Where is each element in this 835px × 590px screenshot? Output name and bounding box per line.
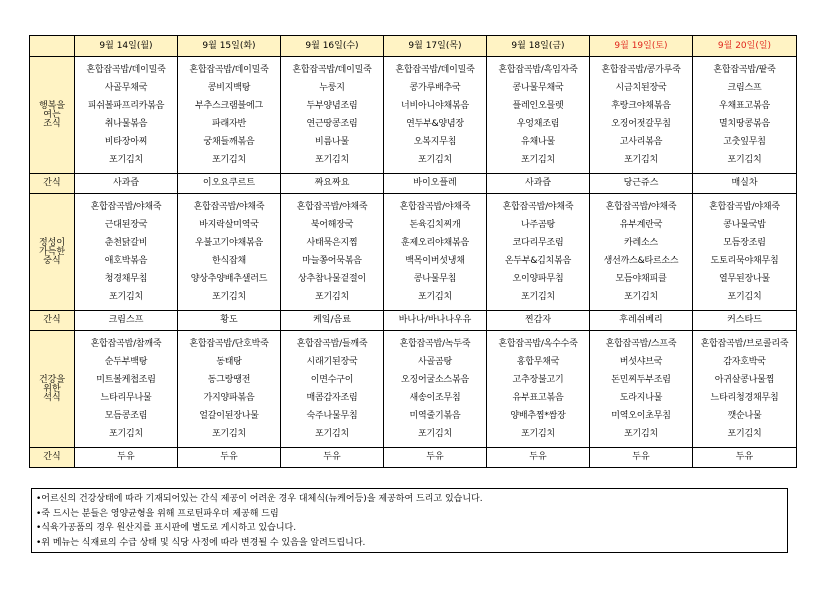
- dish-list: [384, 61, 486, 169]
- snack-cell: 두유: [178, 448, 281, 468]
- dish-item: 미역오이초무침: [611, 411, 671, 421]
- dish-item: 북어해장국: [310, 220, 354, 230]
- header-row: [30, 36, 797, 57]
- dish-item: 이면수구이: [310, 375, 354, 385]
- dish-list: [75, 335, 177, 443]
- dish-item: 온두부&김치볶음: [504, 256, 572, 266]
- day-header: 9월 15일(화): [178, 36, 281, 57]
- dish-item: 상추참나물겉절이: [298, 274, 366, 284]
- dish-list: [590, 335, 692, 443]
- dish-item: 혼합잡곡밥/데이밀죽: [292, 65, 372, 75]
- dish-item: 고추장불고기: [512, 375, 564, 385]
- dish-item: 포기김치: [315, 429, 349, 439]
- dish-list: [487, 61, 589, 169]
- dish-item: 청경채무침: [104, 274, 148, 284]
- dish-item: 피쉬볼파프리카볶음: [87, 101, 165, 111]
- dish-item: 누룽지: [319, 83, 345, 93]
- dish-item: 오징어젓갈무침: [611, 119, 671, 129]
- dish-item: 감자호박국: [723, 357, 766, 367]
- dish-item: 혼합잡곡밥/참깨죽: [90, 339, 162, 349]
- dish-item: 포기김치: [109, 292, 143, 302]
- dish-item: 혼합잡곡밥/스프죽: [605, 339, 677, 349]
- note-line: •위 메뉴는 식재료의 수급 상태 및 식당 사정에 따라 변경될 수 있음을 알려드립니다.: [36, 537, 366, 548]
- dish-item: 포기김치: [521, 429, 555, 439]
- dish-item: 코다리무조림: [512, 238, 564, 248]
- day-header: 9월 19일(토): [590, 36, 693, 57]
- snack-cell: 사과즙: [487, 174, 590, 194]
- dish-list: [384, 335, 486, 443]
- dish-item: 포기김치: [212, 292, 246, 302]
- dish-item: 혼합잡곡밥/들깨죽: [296, 339, 368, 349]
- dish-item: 백목이버섯냉채: [405, 256, 465, 266]
- dish-item: 포기김치: [727, 429, 762, 439]
- dish-item: 포기김치: [418, 292, 452, 302]
- meal-label: 행복을 여는 조식: [30, 57, 75, 174]
- snack-cell: 크림스프: [75, 311, 178, 331]
- dish-item: 콩가루배추국: [409, 83, 461, 93]
- dish-item: 동태탕: [216, 357, 242, 367]
- dish-item: 포기김치: [727, 155, 762, 165]
- day-menu-cell: [693, 331, 797, 448]
- dish-item: 사태묵은지찜: [306, 238, 358, 248]
- dish-item: 포기김치: [109, 155, 143, 165]
- dish-list: [693, 198, 796, 306]
- day-menu-cell: [590, 194, 693, 311]
- dish-item: 양배추찜*쌈장: [510, 411, 566, 421]
- snack-cell: 두유: [693, 448, 797, 468]
- dish-item: 혼합잡곡밥/녹두죽: [399, 339, 471, 349]
- dish-item: 모듬야채피클: [615, 274, 667, 284]
- note-line: •어르신의 건강상태에 따라 기재되어있는 간식 제공이 어려운 경우 대체식(뉴케어등)을 제공하여 드리고 있습니다.: [36, 494, 483, 504]
- snack-cell: 두유: [487, 448, 590, 468]
- dish-item: 포기김치: [521, 155, 555, 165]
- snack-row: [30, 448, 797, 468]
- dish-item: 연근땅콩조림: [306, 119, 358, 129]
- meal-label: 간식: [30, 174, 75, 194]
- snack-cell: 황도: [178, 311, 281, 331]
- day-menu-cell: [384, 57, 487, 174]
- lunch-row: [30, 194, 797, 311]
- dish-list: [487, 335, 589, 443]
- day-menu-cell: [281, 194, 384, 311]
- dish-item: 혼합잡곡밥/데이밀죽: [395, 65, 475, 75]
- dish-item: 포기김치: [624, 429, 658, 439]
- dish-item: 포기김치: [109, 429, 143, 439]
- day-menu-cell: [487, 57, 590, 174]
- dish-item: 숙주나물무침: [306, 411, 358, 421]
- dish-item: 혼합잡곡밥/브로콜리죽: [700, 339, 789, 349]
- dish-item: 플레인오믈렛: [512, 101, 564, 111]
- dish-item: 혼합잡곡밥/팥죽: [713, 65, 776, 75]
- dish-item: 마늘쫑어묵볶음: [302, 256, 362, 266]
- dish-item: 궁채들깨볶음: [203, 137, 255, 147]
- dish-item: 고춧잎무침: [723, 137, 766, 147]
- dish-item: 두부양념조림: [306, 101, 358, 111]
- dish-item: 우불고기야채볶음: [195, 238, 263, 248]
- dish-item: 열무된장나물: [719, 274, 770, 284]
- dish-list: [281, 335, 383, 443]
- dish-item: 순두부백탕: [104, 357, 148, 367]
- dish-item: 혼합잡곡밥/데이밀죽: [189, 65, 269, 75]
- dish-item: 춘천닭갈비: [104, 238, 148, 248]
- dish-item: 한식잡채: [212, 256, 246, 266]
- dish-item: 비타장아찌: [104, 137, 148, 147]
- dish-item: 모듬콩조림: [104, 411, 148, 421]
- dish-item: 포기김치: [315, 292, 349, 302]
- dish-item: 부추스크램블에그: [195, 101, 263, 111]
- dish-list: [590, 61, 692, 169]
- dish-list: [384, 198, 486, 306]
- dish-item: 매콤감자조림: [306, 393, 358, 403]
- weekly-meal-table: [29, 35, 797, 468]
- dish-item: 혼합잡곡밥/야채죽: [709, 202, 780, 212]
- dish-item: 홍합무채국: [516, 357, 560, 367]
- dish-item: 모듬장조림: [723, 238, 766, 248]
- dish-item: 오이양파무침: [512, 274, 564, 284]
- breakfast-row: [30, 57, 797, 174]
- day-menu-cell: [75, 57, 178, 174]
- day-menu-cell: [693, 57, 797, 174]
- dish-item: 돈육김치찌개: [409, 220, 461, 230]
- snack-cell: 두유: [75, 448, 178, 468]
- notes-box: [31, 488, 788, 553]
- dish-item: 유부표고볶음: [512, 393, 564, 403]
- day-header: 9월 20일(일): [693, 36, 797, 57]
- snack-row: [30, 311, 797, 331]
- dish-item: 나주곰탕: [521, 220, 555, 230]
- day-menu-cell: [590, 331, 693, 448]
- snack-row: [30, 174, 797, 194]
- day-header: 9월 18일(금): [487, 36, 590, 57]
- snack-cell: 찐감자: [487, 311, 590, 331]
- dish-item: 포기김치: [521, 292, 555, 302]
- dish-item: 느타리청경채무침: [710, 393, 779, 403]
- day-menu-cell: [178, 194, 281, 311]
- note-line: •식육가공품의 경우 원산지를 표시판에 별도로 게시하고 있습니다.: [36, 523, 297, 533]
- day-menu-cell: [487, 194, 590, 311]
- snack-cell: 당근쥬스: [590, 174, 693, 194]
- dish-item: 콩나물무침: [413, 274, 457, 284]
- dish-item: 혼합잡곡밥/야채죽: [399, 202, 471, 212]
- snack-cell: 사과즙: [75, 174, 178, 194]
- dish-list: [178, 61, 280, 169]
- day-menu-cell: [384, 194, 487, 311]
- snack-cell: 두유: [384, 448, 487, 468]
- dish-item: 너비아니야채볶음: [401, 101, 469, 111]
- dish-item: 생선까스&타르소스: [603, 256, 679, 266]
- dish-list: [487, 198, 589, 306]
- dish-item: 혼합잡곡밥/콩가루죽: [601, 65, 681, 75]
- dish-item: 시래기된장국: [306, 357, 358, 367]
- dish-item: 우채표고볶음: [719, 101, 770, 111]
- dish-item: 깻순나물: [727, 411, 762, 421]
- day-header: 9월 17일(목): [384, 36, 487, 57]
- dish-list: [178, 335, 280, 443]
- day-menu-cell: [75, 194, 178, 311]
- day-menu-cell: [487, 331, 590, 448]
- meal-label: 정성이 가득한 중식: [30, 194, 75, 311]
- snack-cell: 커스타드: [693, 311, 797, 331]
- dish-item: 도토리묵야채무침: [710, 256, 779, 266]
- day-header: 9월 14일(월): [75, 36, 178, 57]
- dish-item: 연두부&양념장: [406, 119, 464, 129]
- day-menu-cell: [178, 331, 281, 448]
- dish-list: [590, 198, 692, 306]
- dish-item: 돈민찌두부조림: [611, 375, 671, 385]
- dish-item: 혼합잡곡밥/야채죽: [296, 202, 368, 212]
- dish-item: 근대된장국: [104, 220, 148, 230]
- day-menu-cell: [693, 194, 797, 311]
- dish-item: 멸치땅콩볶음: [719, 119, 770, 129]
- dish-item: 포기김치: [624, 155, 658, 165]
- dish-item: 포기김치: [315, 155, 349, 165]
- dish-list: [693, 61, 796, 169]
- dish-list: [693, 335, 796, 443]
- dish-item: 비름나물: [315, 137, 349, 147]
- dish-list: [281, 198, 383, 306]
- dish-item: 아귀살콩나물찜: [714, 375, 775, 385]
- dish-item: 혼합잡곡밥/야채죽: [193, 202, 265, 212]
- meal-label: 건강을 위한 석식: [30, 331, 75, 448]
- dish-item: 혼합잡곡밥/옥수수죽: [498, 339, 578, 349]
- snack-cell: 두유: [281, 448, 384, 468]
- dish-item: 오징어굴소스볶음: [401, 375, 469, 385]
- dish-item: 고사리볶음: [619, 137, 663, 147]
- dish-item: 미트볼케첩조림: [96, 375, 156, 385]
- dish-item: 사골무채국: [104, 83, 148, 93]
- dish-item: 크림스프: [727, 83, 762, 93]
- dish-item: 취나물볶음: [104, 119, 148, 129]
- meal-label: 간식: [30, 448, 75, 468]
- day-menu-cell: [178, 57, 281, 174]
- snack-cell: 두유: [590, 448, 693, 468]
- snack-cell: 이오요쿠르트: [178, 174, 281, 194]
- dish-item: 양상추양배추샐러드: [190, 274, 268, 284]
- note-line: •죽 드시는 분들은 영양균형을 위해 프로틴파우더 제공해 드림: [36, 508, 279, 519]
- dish-item: 포기김치: [624, 292, 658, 302]
- dish-item: 포기김치: [212, 155, 246, 165]
- day-menu-cell: [281, 57, 384, 174]
- dish-item: 콩나물국밥: [723, 220, 766, 230]
- snack-cell: 바이오플레: [384, 174, 487, 194]
- dish-item: 혼합잡곡밥/데이밀죽: [86, 65, 166, 75]
- day-menu-cell: [384, 331, 487, 448]
- corner-cell: [30, 36, 75, 57]
- dish-item: 혼합잡곡밥/야채죽: [605, 202, 677, 212]
- dish-item: 바지락살미역국: [199, 220, 259, 230]
- snack-cell: 짜요짜요: [281, 174, 384, 194]
- day-header: 9월 16일(수): [281, 36, 384, 57]
- snack-cell: 후레쉬베리: [590, 311, 693, 331]
- dish-item: 오복지무침: [413, 137, 457, 147]
- dish-item: 콩나물무채국: [512, 83, 564, 93]
- meal-label: 간식: [30, 311, 75, 331]
- dish-item: 포기김치: [418, 155, 452, 165]
- dish-item: 느타리무나물: [100, 393, 152, 403]
- dish-list: [75, 61, 177, 169]
- day-menu-cell: [590, 57, 693, 174]
- dish-item: 애호박볶음: [104, 256, 148, 266]
- dish-item: 가지양파볶음: [203, 393, 255, 403]
- dish-item: 유부계란국: [619, 220, 663, 230]
- snack-cell: 매실차: [693, 174, 797, 194]
- dish-item: 버섯샤브국: [619, 357, 663, 367]
- day-menu-cell: [281, 331, 384, 448]
- dish-item: 포기김치: [727, 292, 762, 302]
- snack-cell: 바나나/바나나우유: [384, 311, 487, 331]
- dish-item: 시금치된장국: [615, 83, 667, 93]
- dish-item: 파래자반: [212, 119, 246, 129]
- dish-item: 혼합잡곡밥/흑임자죽: [498, 65, 578, 75]
- dish-item: 미역줄기볶음: [409, 411, 461, 421]
- dish-list: [281, 61, 383, 169]
- dish-list: [75, 198, 177, 306]
- dish-item: 콩비지백탕: [207, 83, 251, 93]
- dinner-row: [30, 331, 797, 448]
- dish-item: 포기김치: [418, 429, 452, 439]
- day-menu-cell: [75, 331, 178, 448]
- dish-item: 혼합잡곡밥/야채죽: [90, 202, 162, 212]
- dish-item: 사골곰탕: [418, 357, 452, 367]
- dish-item: 훈제오리야채볶음: [401, 238, 469, 248]
- dish-item: 새송이조무침: [409, 393, 461, 403]
- dish-item: 혼합잡곡밥/단호박죽: [189, 339, 269, 349]
- dish-item: 포기김치: [212, 429, 246, 439]
- dish-item: 우엉채조림: [516, 119, 560, 129]
- dish-item: 얼갈이된장나물: [199, 411, 259, 421]
- dish-item: 혼합잡곡밥/야채죽: [502, 202, 574, 212]
- dish-item: 후랑크야채볶음: [611, 101, 671, 111]
- dish-list: [178, 198, 280, 306]
- snack-cell: 케잌/음료: [281, 311, 384, 331]
- dish-item: 카레소스: [624, 238, 658, 248]
- dish-item: 유채나물: [521, 137, 555, 147]
- dish-item: 도라지나물: [619, 393, 663, 403]
- dish-item: 동그랑땡전: [207, 375, 251, 385]
